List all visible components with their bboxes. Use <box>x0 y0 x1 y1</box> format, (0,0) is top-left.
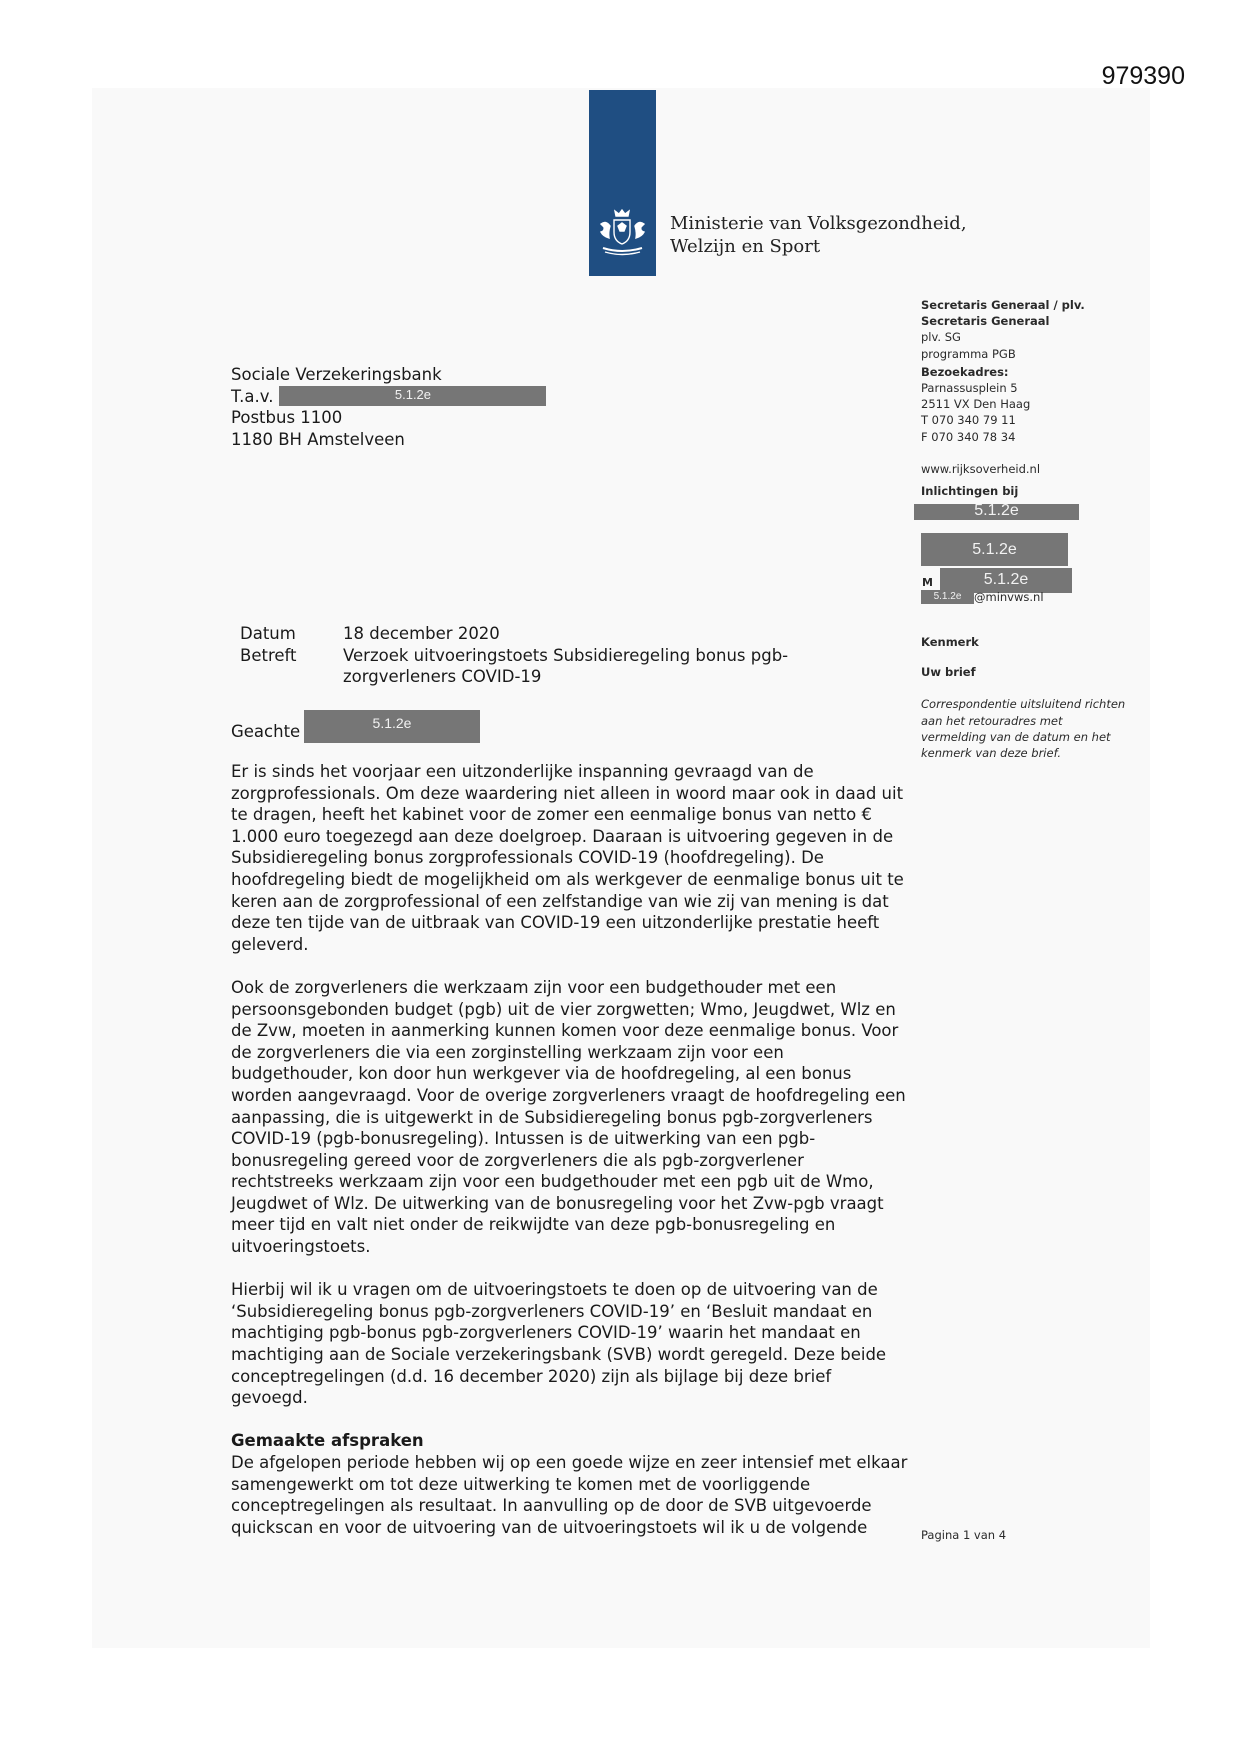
sidebar-references <box>921 634 1131 761</box>
ministry-name <box>670 212 967 258</box>
subject-label: Betreft <box>240 645 297 665</box>
inquiries-label: Inlichtingen bij <box>921 484 1019 499</box>
paragraph-1: Er is sinds het voorjaar een uitzonderlijke inspanning gevraagd van de zorgprofessionals. Om deze waardering niet alleen in woord maar ook in daad uit te dragen, heeft het kabinet voor de zomer een eenmalige bonus van netto € 1.000 euro toegezegd aan deze doelgroep. Daaraan is uitvoering gegeven in de Subsidieregeling bonus zorgprofessionals COVID-19 (hoofdregeling). De hoofdregeling biedt de mogelijkheid om als werkgever de eenmalige bonus uit te keren aan de zorgprofessional of een zelfstandige van wie zij van mening is dat deze ten tijde van de uitbraak van COVID-19 een uitzonderlijke prestatie heeft geleverd. <box>231 762 904 954</box>
sender-title-3: plv. SG <box>921 330 961 345</box>
website-link[interactable]: www.rijksoverheid.nl <box>921 461 1041 476</box>
addressee-postbus: Postbus 1100 <box>231 408 343 427</box>
your-letter-label: Uw brief <box>921 665 976 680</box>
subject-row <box>240 645 803 688</box>
date-row <box>240 623 803 645</box>
visit-address-city: 2511 VX Den Haag <box>921 397 1031 412</box>
section-heading: Gemaakte afspraken <box>231 1431 424 1451</box>
phone-number: T 070 340 79 11 <box>921 413 1016 428</box>
addressee-attention <box>231 386 546 408</box>
addressee-organisation: Sociale Verzekeringsbank <box>231 365 442 384</box>
sender-title-1: Secretaris Generaal / plv. <box>921 298 1085 312</box>
visit-address-street: Parnassusplein 5 <box>921 381 1018 396</box>
paragraph-4: De afgelopen periode hebben wij op een goede wijze en zeer intensief met elkaar samengewerkt om tot deze uitwerking te komen met de voorliggende conceptregelingen als resultaat. In aanvulling op de door de SVB uitgevoerde quickscan en voor de uitvoering van de uitvoeringstoets wil ik u de volgende <box>231 1453 908 1537</box>
redaction-box: 5.1.2e <box>940 568 1072 593</box>
redaction-box: 5.1.2e <box>914 504 1079 520</box>
paragraph-3: Hierbij wil ik u vragen om de uitvoeringstoets te doen op de uitvoering van de ‘Subsidieregeling bonus pgb-zorgverleners COVID-19’ en ‘Besluit mandaat en machtiging pgb-bonus pgb-zorgverleners COVID-19’ waarin het mandaat en machtiging aan de Sociale verzekeringsbank (SVB) wordt geregeld. Deze beide conceptregelingen (d.d. 16 december 2020) zijn als bijlage bij deze brief gevoegd. <box>231 1280 887 1408</box>
email-domain: @minvws.nl <box>974 590 1044 604</box>
mobile-label: M <box>922 576 933 589</box>
redaction-box: 5.1.2e <box>279 386 546 406</box>
correspondence-note: Correspondentie uitsluitend richten aan het retouradres met vermelding van de datum en het kenmerk van deze brief. <box>921 697 1126 761</box>
date-label: Datum <box>240 624 296 643</box>
ministry-line-2: Welzijn en Sport <box>670 236 821 257</box>
sender-title-4: programma PGB <box>921 346 1016 361</box>
paragraph-2: Ook de zorgverleners die werkzaam zijn voor een budgethouder met een persoonsgebonden budget (pgb) uit de vier zorgwetten; Wmo, Jeugdwet, Wlz en de Zvw, moeten in aanmerking kunnen komen voor deze eenmalige bonus. Voor de zorgverleners die via een zorginstelling werkzaam zijn voor een budgethouder, kon door hun werkgever via de hoofdregeling, al een bonus worden aangevraagd. Voor de overige zorgverleners vraagt de hoofdregeling een aanpassing, die is uitgewerkt in de Subsidieregeling bonus pgb-zorgverleners COVID-19 (pgb-bonusregeling). Intussen is de uitwerking van een pgb-bonusregeling gereed voor de zorgverleners die als pgb-zorgverlener rechtstreeks werkzaam zijn voor een budgethouder met een pgb uit de Wmo, Jeugdwet of Wlz. De uitwerking van de bonusregeling voor het Zvw-pgb vraagt meer tijd en valt niet onder de reikwijdte van deze pgb-bonusregeling en uitvoeringstoets. <box>231 977 906 1257</box>
addressee-block <box>231 364 546 450</box>
email-address <box>921 590 1044 604</box>
ministry-line-1: Ministerie van Volksgezondheid, <box>670 213 967 234</box>
reference-label: Kenmerk <box>921 635 979 649</box>
redaction-box: 5.1.2e <box>921 533 1068 566</box>
sender-title-2: Secretaris Generaal <box>921 314 1050 329</box>
rijksoverheid-logo <box>589 90 656 276</box>
date-value: 18 december 2020 <box>343 624 500 643</box>
addressee-city: 1180 BH Amstelveen <box>231 429 405 449</box>
page-number: Pagina 1 van 4 <box>921 1528 1007 1542</box>
sidebar-info <box>921 297 1131 499</box>
subject-value: Verzoek uitvoeringstoets Subsidieregeling bonus pgb-zorgverleners COVID-19 <box>343 645 789 686</box>
letter-meta <box>240 623 803 688</box>
redaction-box: 5.1.2e <box>921 590 974 604</box>
redaction-box: 5.1.2e <box>304 710 480 743</box>
attention-label: T.a.v. <box>231 386 274 406</box>
fax-number: F 070 340 78 34 <box>921 429 1016 444</box>
salutation-label: Geachte <box>231 722 301 741</box>
document-number: 979390 <box>1101 62 1185 90</box>
letter-body <box>231 761 911 1560</box>
visit-address-label: Bezoekadres: <box>921 364 1009 379</box>
coat-of-arms-icon <box>595 206 650 258</box>
